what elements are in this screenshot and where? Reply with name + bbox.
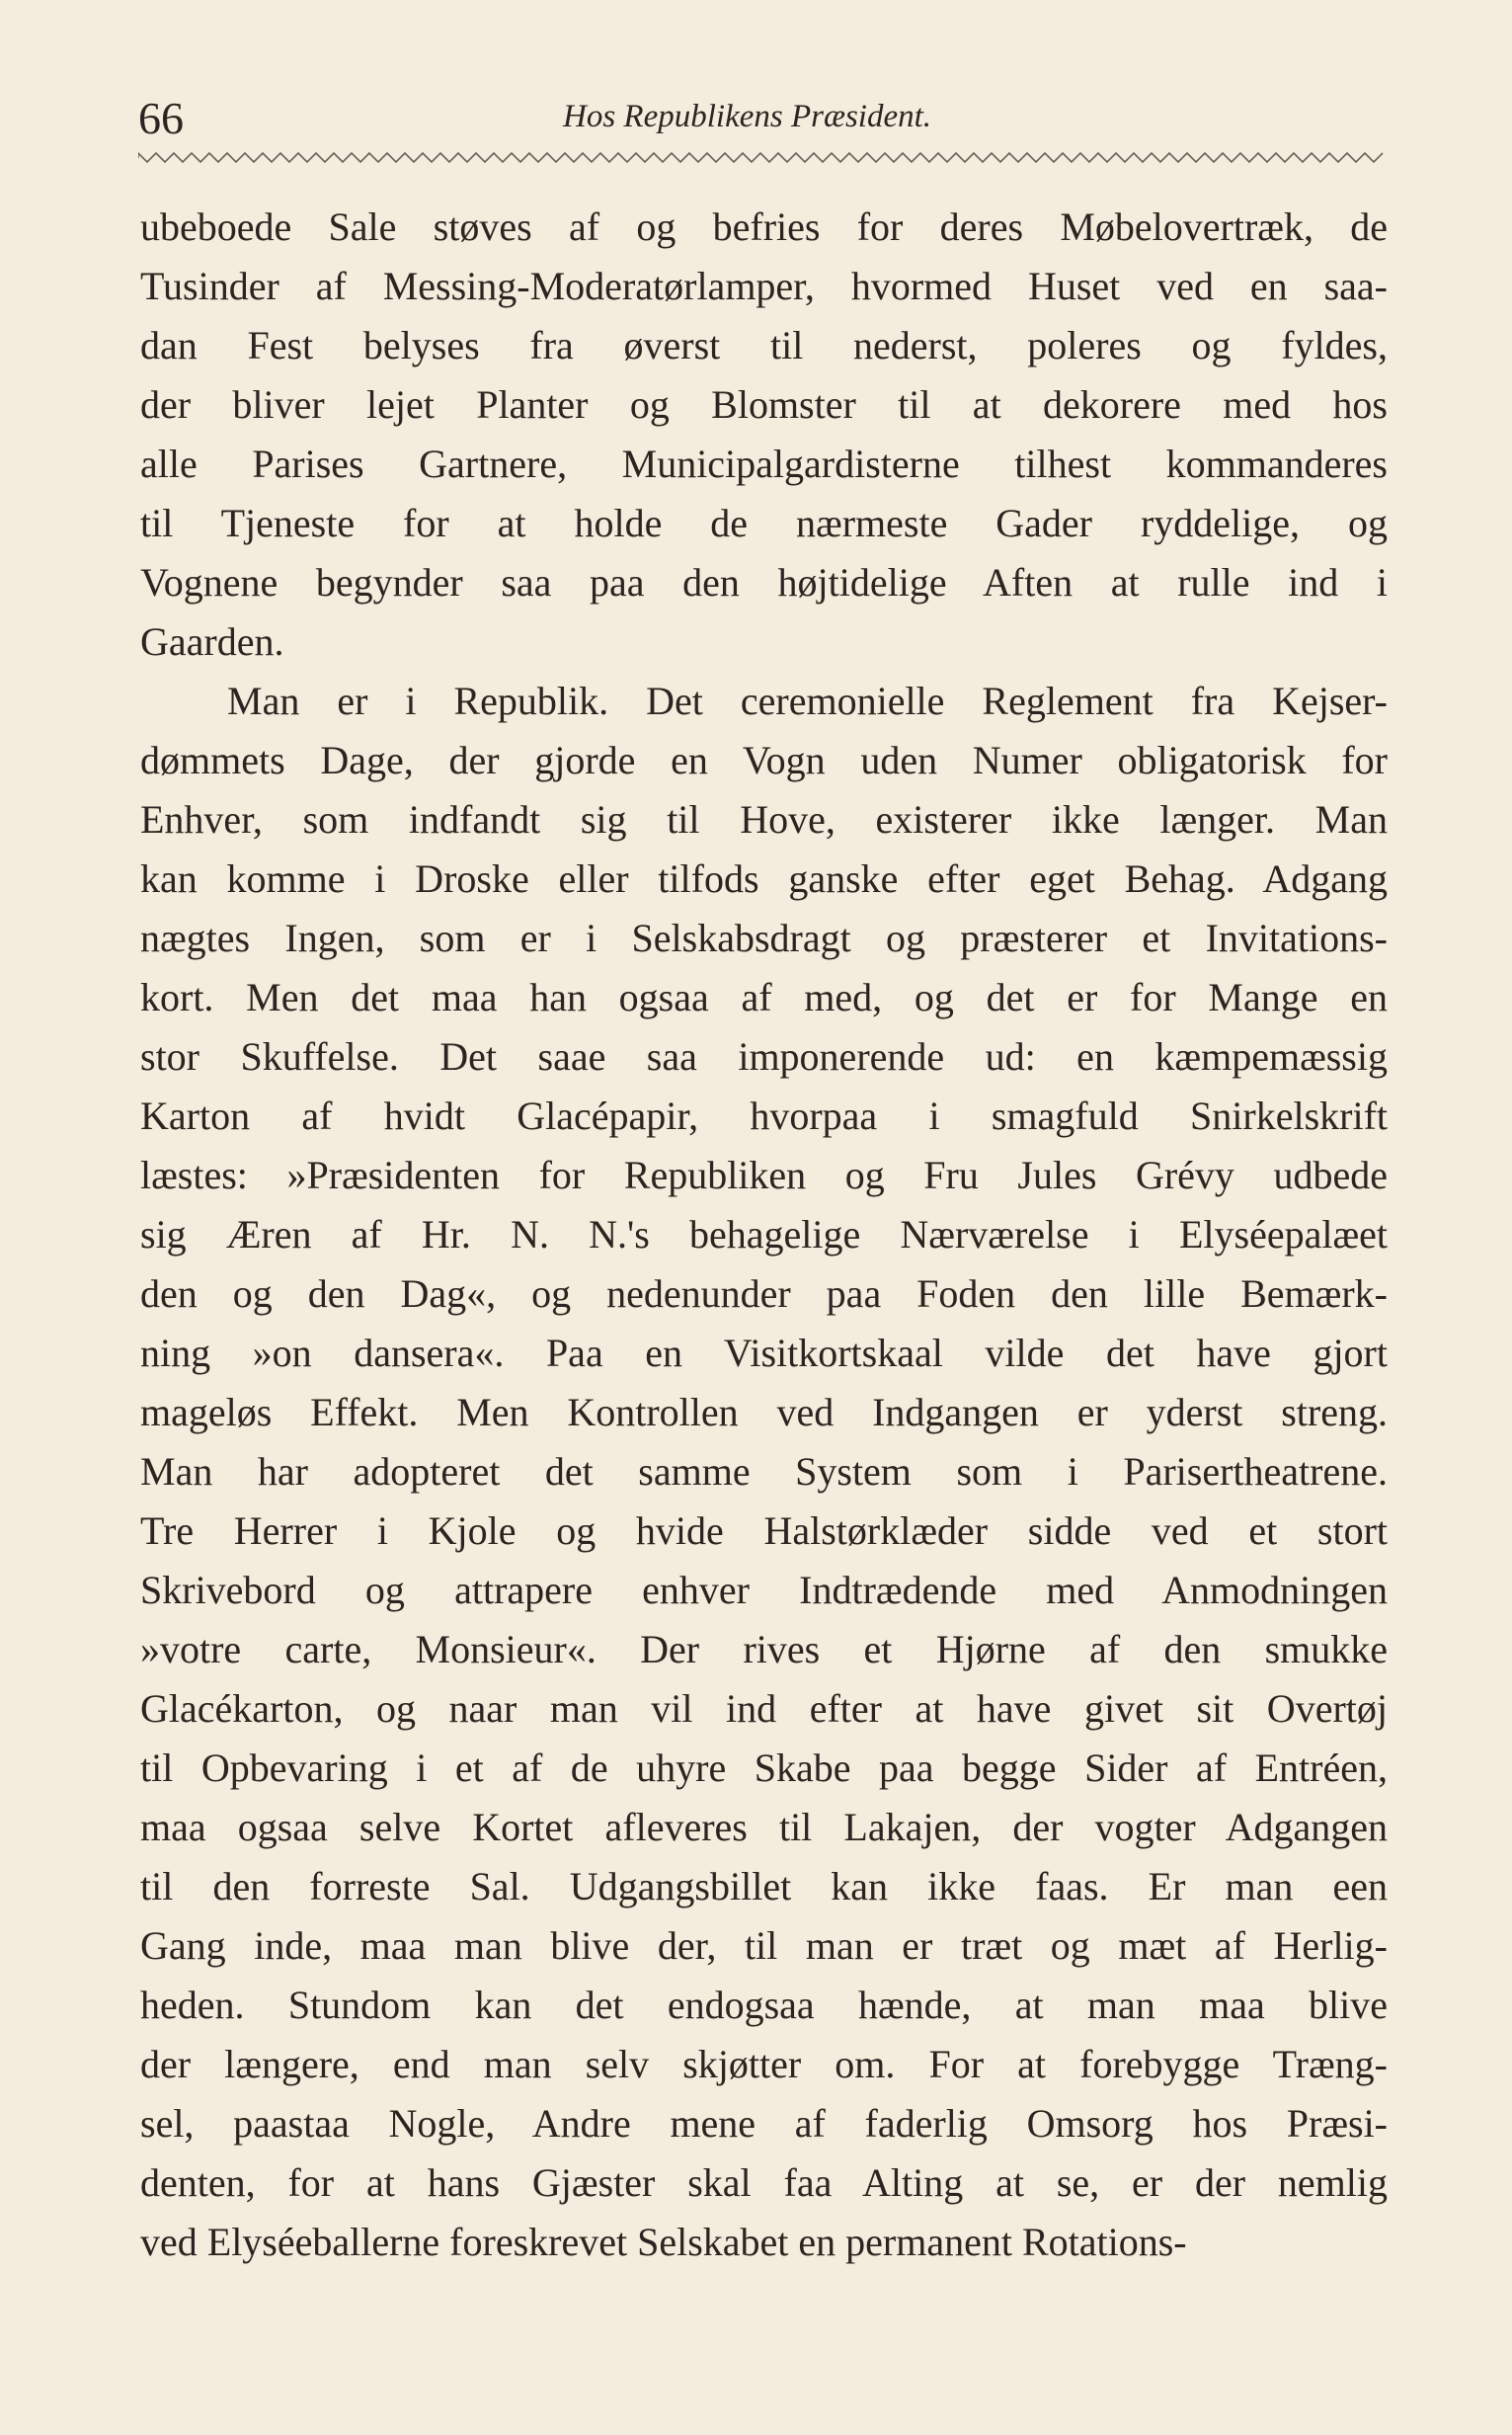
text-line: ning »on dansera«. Paa en Visitkortskaal vilde det have gjort — [140, 1331, 1388, 1375]
text-line: til Opbevaring i et af de uhyre Skabe paa begge Sider af Entréen, — [140, 1745, 1388, 1790]
text-line: Man er i Republik. Det ceremonielle Reglement fra Kejser- — [227, 679, 1388, 723]
text-line: alle Parises Gartnere, Municipalgardisterne tilhest kommanderes — [140, 442, 1388, 486]
text-line: maa ogsaa selve Kortet afleveres til Lakajen, der vogter Adgangen — [140, 1805, 1388, 1849]
text-line: Gaarden. — [140, 619, 284, 664]
decorative-rule — [138, 148, 1388, 168]
text-line: til Tjeneste for at holde de nærmeste Gader ryddelige, og — [140, 501, 1388, 545]
text-line: sel, paastaa Nogle, Andre mene af faderlig Omsorg hos Præsi- — [140, 2101, 1388, 2146]
page-number: 66 — [138, 93, 184, 143]
text-line: denten, for at hans Gjæster skal faa Alting at se, er der nemlig — [140, 2160, 1388, 2205]
text-line: heden. Stundom kan det endogsaa hænde, at man maa blive — [140, 1983, 1388, 2027]
text-line: mageløs Effekt. Men Kontrollen ved Indgangen er yderst streng. — [140, 1390, 1388, 1434]
text-line: Man har adopteret det samme System som i Parisertheatrene. — [140, 1449, 1388, 1494]
text-line: ubeboede Sale støves af og befries for deres Møbelovertræk, de — [140, 204, 1388, 249]
text-line: nægtes Ingen, som er i Selskabsdragt og præsterer et Invitations- — [140, 916, 1388, 960]
text-line: læstes: »Præsidenten for Republiken og Fru Jules Grévy udbede — [140, 1153, 1388, 1197]
text-line: kort. Men det maa han ogsaa af med, og det er for Mange en — [140, 975, 1388, 1019]
body-text — [140, 198, 1388, 2272]
text-line: Karton af hvidt Glacépapir, hvorpaa i smagfuld Snirkelskrift — [140, 1094, 1388, 1138]
text-line: dømmets Dage, der gjorde en Vogn uden Numer obligatorisk for — [140, 738, 1388, 782]
text-line: Skrivebord og attrapere enhver Indtrædende med Anmodningen — [140, 1568, 1388, 1612]
text-line: der længere, end man selv skjøtter om. For at forebygge Træng- — [140, 2042, 1388, 2086]
text-line: dan Fest belyses fra øverst til nederst, poleres og fyldes, — [140, 323, 1388, 367]
text-line: sig Æren af Hr. N. N.'s behagelige Nærværelse i Elyséepalæet — [140, 1212, 1388, 1257]
text-line: Gang inde, maa man blive der, til man er træt og mæt af Herlig- — [140, 1923, 1388, 1968]
page-header — [138, 91, 1388, 150]
text-line: til den forreste Sal. Udgangsbillet kan ikke faas. Er man een — [140, 1864, 1388, 1908]
text-line: »votre carte, Monsieur«. Der rives et Hjørne af den smukke — [140, 1627, 1388, 1671]
text-line: den og den Dag«, og nedenunder paa Foden den lille Bemærk- — [140, 1271, 1388, 1316]
text-line: Tre Herrer i Kjole og hvide Halstørklæder sidde ved et stort — [140, 1508, 1388, 1553]
text-line: Vognene begynder saa paa den højtidelige Aften at rulle ind i — [140, 560, 1388, 605]
text-line: Enhver, som indfandt sig til Hove, existerer ikke længer. Man — [140, 797, 1388, 842]
text-line: Glacékarton, og naar man vil ind efter at have givet sit Overtøj — [140, 1686, 1388, 1731]
text-line: stor Skuffelse. Det saae saa imponerende ud: en kæmpemæssig — [140, 1034, 1388, 1079]
text-line: Tusinder af Messing-Moderatørlamper, hvormed Huset ved en saa- — [140, 264, 1388, 308]
text-line: kan komme i Droske eller tilfods ganske efter eget Behag. Adgang — [140, 856, 1388, 901]
text-line: ved Elyséeballerne foreskrevet Selskabet en permanent Rotations- — [140, 2220, 1187, 2264]
running-title: Hos Republikens Præsident. — [563, 99, 932, 134]
text-line: der bliver lejet Planter og Blomster til at dekorere med hos — [140, 382, 1388, 427]
